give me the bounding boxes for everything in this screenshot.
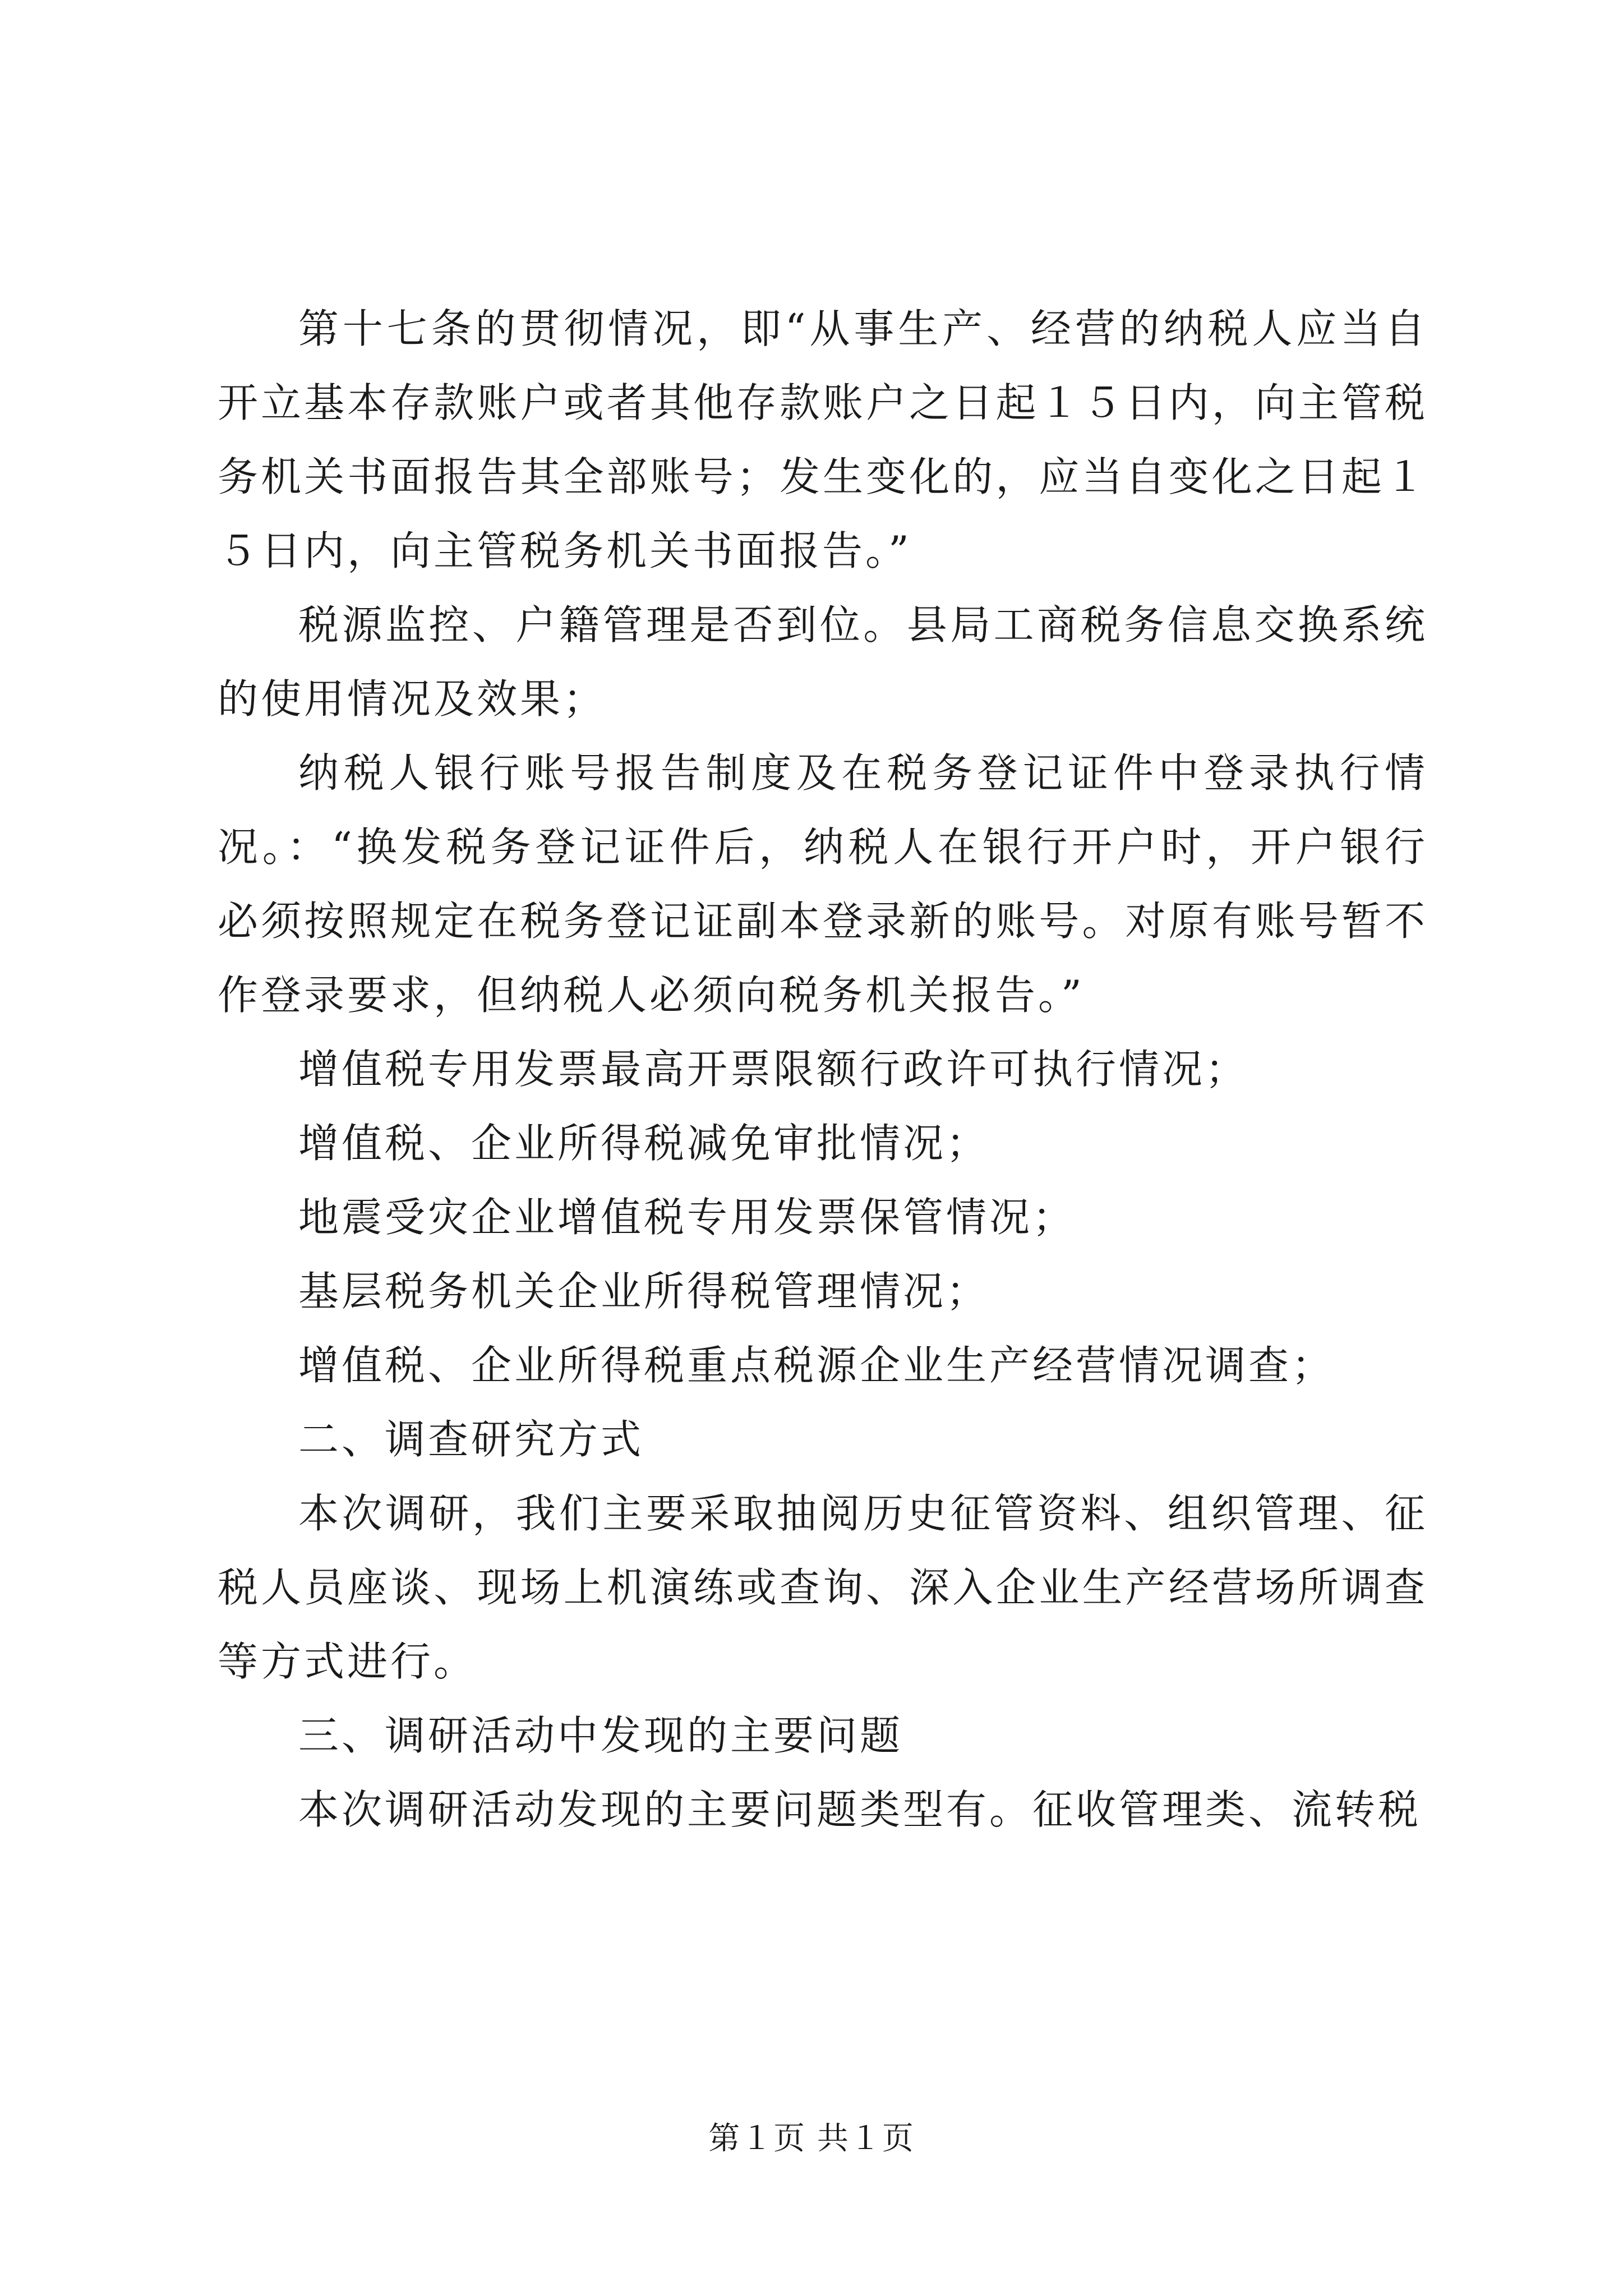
page-footer: 第１页 共１页 xyxy=(708,2120,915,2157)
heading-main-problems: 三、调研活动中发现的主要问题 xyxy=(298,1712,903,1759)
paragraph-key-taxpayer-survey: 增值税、企业所得税重点税源企业生产经营情况调查； xyxy=(298,1342,1335,1389)
paragraph-invoice-limit: 增值税专用发票最高开票限额行政许可执行情况； xyxy=(298,1046,1249,1093)
paragraph-tax-source-monitoring: 税源监控、户籍管理是否到位。县局工商税务信息交换系统的使用情况及效果； xyxy=(218,601,1428,723)
paragraph-problem-types: 本次调研活动发现的主要问题类型有。征收管理类、流转税 xyxy=(298,1786,1422,1833)
paragraph-earthquake-invoices: 地震受灾企业增值税专用发票保管情况； xyxy=(298,1194,1076,1241)
paragraph-article-17: 第十七条的贯彻情况，即“从事生产、经营的纳税人应当自开立基本存款账户或者其他存款账户之日起１５日内，向主管税务机关书面报告其全部账号；发生变化的，应当自变化之日起１５日内，向主管税务机关书面报告。” xyxy=(218,305,1428,574)
paragraph-tax-relief-approval: 增值税、企业所得税减免审批情况； xyxy=(298,1120,990,1167)
paragraph-bank-account-report: 纳税人银行账号报告制度及在税务登记证件中登录执行情况。：“换发税务登记证件后，纳税人在银行开户时，开户银行必须按照规定在税务登记证副本登录新的账号。对原有账号暂不作登录要求，但纳税人必须向税务机关报告。” xyxy=(218,749,1428,1019)
paragraph-research-methods: 本次调研，我们主要采取抽阅历史征管资料、组织管理、征税人员座谈、现场上机演练或查询、深入企业生产经营场所调查等方式进行。 xyxy=(218,1490,1428,1685)
paragraph-grassroots-income-tax: 基层税务机关企业所得税管理情况； xyxy=(298,1268,990,1315)
heading-research-methods: 二、调查研究方式 xyxy=(298,1416,644,1463)
document-body xyxy=(218,292,1428,1847)
